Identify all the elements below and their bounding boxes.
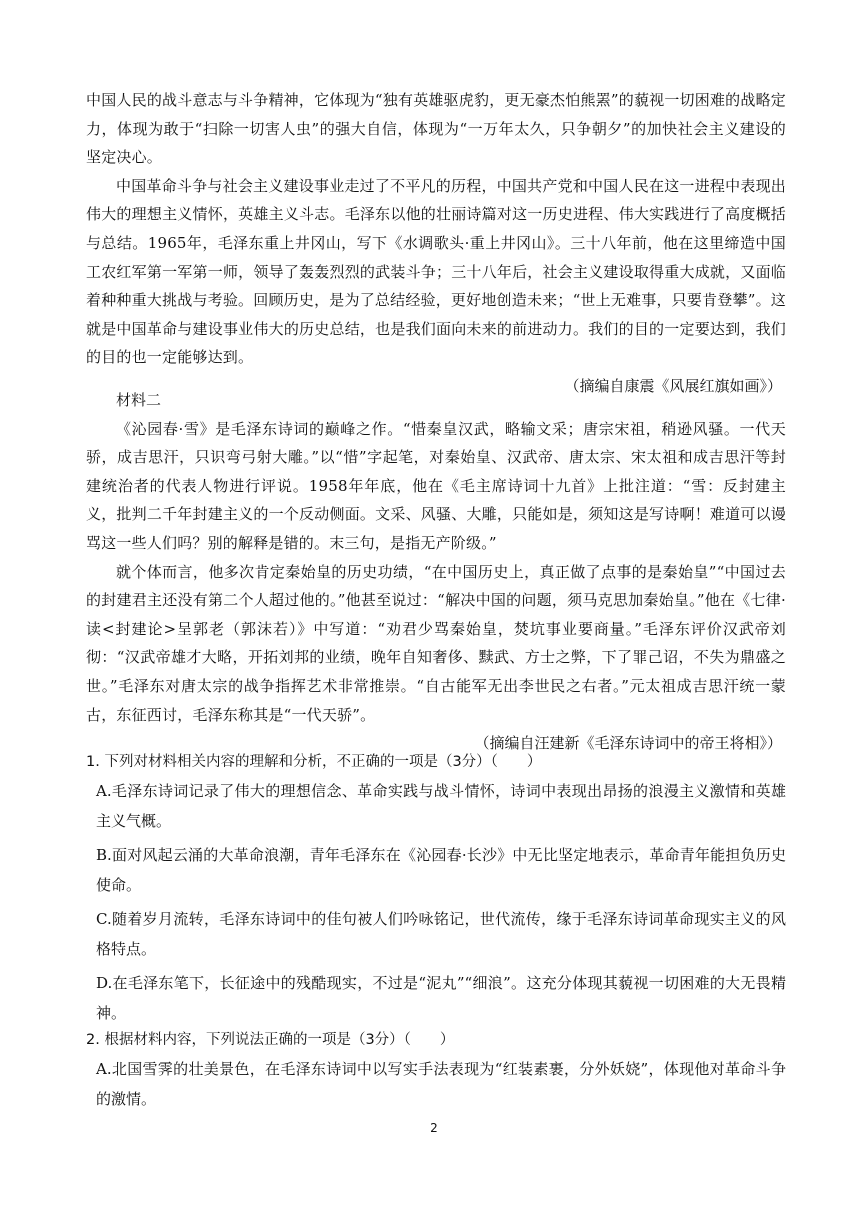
material-two-label: 材料二 [116,391,162,409]
question-1 [86,748,786,1032]
question-2 [86,1026,786,1118]
question-1-option-b: B.面对风起云涌的大革命浪潮，青年毛泽东在《沁园春·长沙》中无比坚定地表示，革命青年能担负历史使命。 [96,846,786,894]
question-1-option-a: A.毛泽东诗词记录了伟大的理想信念、革命实践与战斗情怀，诗词中表现出昂扬的浪漫主义激情和英雄主义气概。 [96,782,786,830]
material-two-paragraph-1: 《沁园春·雪》是毛泽东诗词的巅峰之作。“惜秦皇汉武，略输文采；唐宗宋祖，稍逊风骚。一代天骄，成吉思汗，只识弯弓射大雕。”以“惜”字起笔，对秦始皇、汉武帝、唐太宗、宋太祖和成吉思汗等封建统治者的代表人物进行评说。1958年年底，他在《毛主席诗词十九首》上批注道：“雪：反封建主义，批判二千年封建主义的一个反动侧面。文采、风骚、大雕，只能如是，须知这是写诗啊！难道可以谩骂这一些人们吗？别的解释是错的。末三句，是指无产阶级。” [86,419,786,552]
question-1-option-c: C.随着岁月流转，毛泽东诗词中的佳句被人们吟咏铭记，世代流传，缘于毛泽东诗词革命现实主义的风格特点。 [96,910,786,958]
material-one-paragraph-2: 中国革命斗争与社会主义建设事业走过了不平凡的历程，中国共产党和中国人民在这一进程中表现出伟大的理想主义情怀，英雄主义斗志。毛泽东以他的壮丽诗篇对这一历史进程、伟大实践进行了高度概括与总结。1965年，毛泽东重上井冈山，写下《水调歌头·重上井冈山》。三十八年前，他在这里缔造中国工农红军第一军第一师，领导了轰轰烈烈的武装斗争；三十八年后，社会主义建设取得重大成就，又面临着种种重大挑战与考验。回顾历史，是为了总结经验，更好地创造未来；“世上无难事，只要肯登攀”。这就是中国革命与建设事业伟大的历史总结，也是我们面向未来的前进动力。我们的目的一定要达到，我们的目的也一定能够达到。 [86,176,786,367]
material-one-paragraph-1: 中国人民的战斗意志与斗争精神，它体现为“独有英雄驱虎豹，更无豪杰怕熊罴”的藐视一切困难的战略定力，体现为敢于“扫除一切害人虫”的强大自信，体现为“一万年太久，只争朝夕”的加快社会主义建设的坚定决心。 [86,91,786,167]
question-1-option-d: D.在毛泽东笔下，长征途中的残酷现实，不过是“泥丸”“细浪”。这充分体现其藐视一切困难的大无畏精神。 [96,974,786,1022]
question-2-option-a: A.北国雪霁的壮美景色，在毛泽东诗词中以写实手法表现为“红装素裹，分外妖娆”，体现他对革命斗争的激情。 [96,1060,786,1108]
page-number: 2 [430,1121,438,1135]
question-2-title: 2. 根据材料内容，下列说法正确的一项是（3分）（ ） [86,1032,455,1048]
material-one [86,86,786,401]
material-two-source: （摘编自汪建新《毛泽东诗词中的帝王将相》） [474,734,782,753]
material-two [86,386,786,758]
material-two-paragraph-2: 就个体而言，他多次肯定秦始皇的历史功绩，“在中国历史上，真正做了点事的是秦始皇”“中国过去的封建君主还没有第二个人超过他的。”他甚至说过：“解决中国的问题，须马克思加秦始皇。”他在《七律·读<封建论>呈郭老（郭沫若）》中写道：“劝君少骂秦始皇，焚坑事业要商量。”毛泽东评价汉武帝刘彻：“汉武帝雄才大略，开拓刘邦的业绩，晚年自知奢侈、黩武、方士之弊，下了罪己诏，不失为鼎盛之世。”毛泽东对唐太宗的战争指挥艺术非常推崇。“自古能军无出李世民之右者。”元太祖成吉思汗统一蒙古，东征西讨，毛泽东称其是“一代天骄”。 [86,562,786,724]
question-1-title: 1. 下列对材料相关内容的理解和分析，不正确的一项是（3分）（ ） [86,754,542,770]
material-one-source: （摘编自康震《风展红旗如画》） [564,376,782,395]
